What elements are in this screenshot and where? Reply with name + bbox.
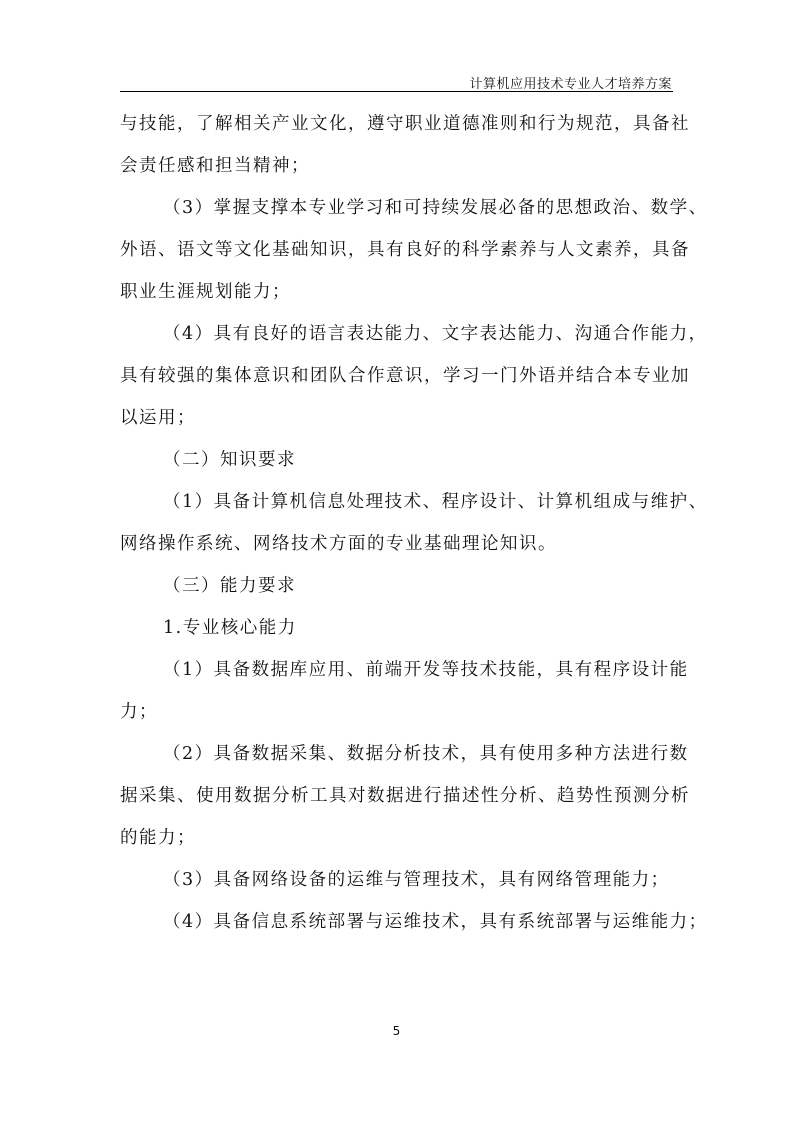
header-divider xyxy=(120,91,673,92)
document-body xyxy=(120,103,708,943)
body-line: 会责任感和担当精神； xyxy=(120,156,310,176)
body-line: （3）具备网络设备的运维与管理技术，具有网络管理能力； xyxy=(163,870,670,890)
page-number: 5 xyxy=(392,1024,401,1038)
body-line: 据采集、使用数据分析工具对数据进行描述性分析、趋势性预测分析 xyxy=(120,786,690,806)
body-line: 职业生涯规划能力； xyxy=(120,282,291,302)
body-line: 具有较强的集体意识和团队合作意识，学习一门外语并结合本专业加 xyxy=(120,366,690,386)
body-line: （4）具有良好的语言表达能力、文字表达能力、沟通合作能力， xyxy=(163,324,708,344)
body-line: 外语、语文等文化基础知识，具有良好的科学素养与人文素养，具备 xyxy=(120,240,690,260)
section-heading: （二）知识要求 xyxy=(163,450,296,470)
header-title: 计算机应用技术专业人才培养方案 xyxy=(469,77,672,92)
body-line: 力； xyxy=(120,702,158,722)
subsection-heading: 1.专业核心能力 xyxy=(163,618,297,638)
body-line: （3）掌握支撑本专业学习和可持续发展必备的思想政治、数学、 xyxy=(163,198,708,218)
body-line: 与技能，了解相关产业文化，遵守职业道德准则和行为规范，具备社 xyxy=(120,114,690,134)
body-line: （4）具备信息系统部署与运维技术，具有系统部署与运维能力； xyxy=(163,912,708,932)
body-line: （2）具备数据采集、数据分析技术，具有使用多种方法进行数 xyxy=(163,744,689,764)
body-line: 网络操作系统、网络技术方面的专业基础理论知识。 xyxy=(120,534,557,554)
section-heading: （三）能力要求 xyxy=(163,576,296,596)
body-line: 的能力； xyxy=(120,828,196,848)
body-line: 以运用； xyxy=(120,408,196,428)
body-line: （1）具备数据库应用、前端开发等技术技能，具有程序设计能 xyxy=(163,660,689,680)
body-line: （1）具备计算机信息处理技术、程序设计、计算机组成与维护、 xyxy=(163,492,708,512)
